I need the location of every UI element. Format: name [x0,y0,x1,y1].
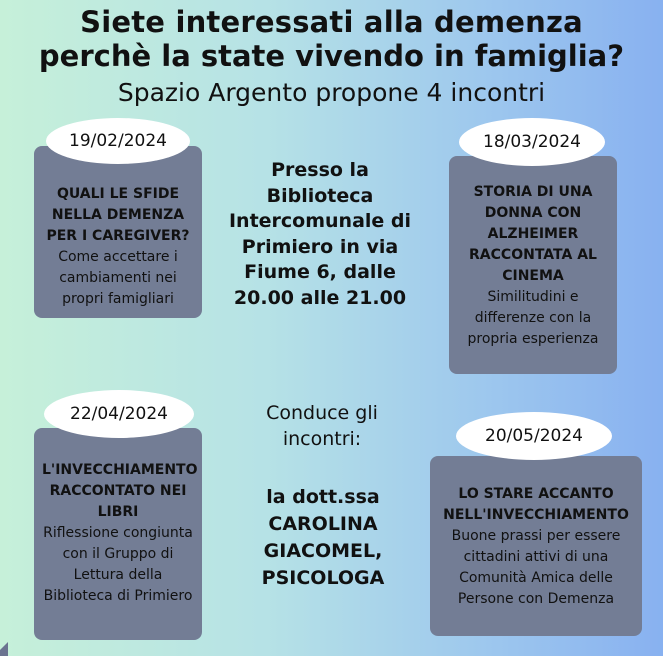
event-date-1: 19/02/2024 [46,118,190,164]
event-text-3 [34,460,202,607]
event-text-1 [34,184,202,310]
event-date-4: 20/05/2024 [456,412,612,460]
event-description-4: Buone prassi per essere cittadini attivi di una Comunità Amica delle Persone con Demenza [451,528,621,607]
headline-line-1: Siete interessati alla demenza [80,5,583,39]
event-date-2: 18/03/2024 [459,118,605,166]
event-text-4 [430,484,642,610]
subtitle: Spazio Argento propone 4 incontri [117,78,546,107]
corner-decoration [0,642,8,656]
venue-info: Presso la Biblioteca Intercomunale di Primiero in via Fiume 6, dalle 20.00 alle 21.00 [228,159,412,309]
headline-line-2: perchè la state vivendo in famiglia? [38,39,625,73]
event-title-1: QUALI LE SFIDE NELLA DEMENZA PER I CAREGIVER? [46,186,190,244]
host-name: la dott.ssa CAROLINA GIACOMEL, PSICOLOGA [261,486,385,589]
event-description-1: Come accettare i cambiamenti nei propri famigliari [58,249,178,307]
event-date-3: 22/04/2024 [44,390,194,438]
event-text-2 [449,182,617,350]
event-title-4: LO STARE ACCANTO NELL'INVECCHIAMENTO [443,486,629,523]
event-title-2: STORIA DI UNA DONNA CON ALZHEIMER RACCONTATA AL CINEMA [469,184,597,284]
event-description-2: Similitudini e differenze con la propria esperienza [467,289,599,347]
event-description-3: Riflessione congiunta con il Gruppo di Lettura della Biblioteca di Primiero [43,525,193,604]
event-title-3: L'INVECCHIAMENTO RACCONTATO NEI LIBRI [42,462,198,520]
host-intro: Conduce gli incontri: [266,402,378,450]
